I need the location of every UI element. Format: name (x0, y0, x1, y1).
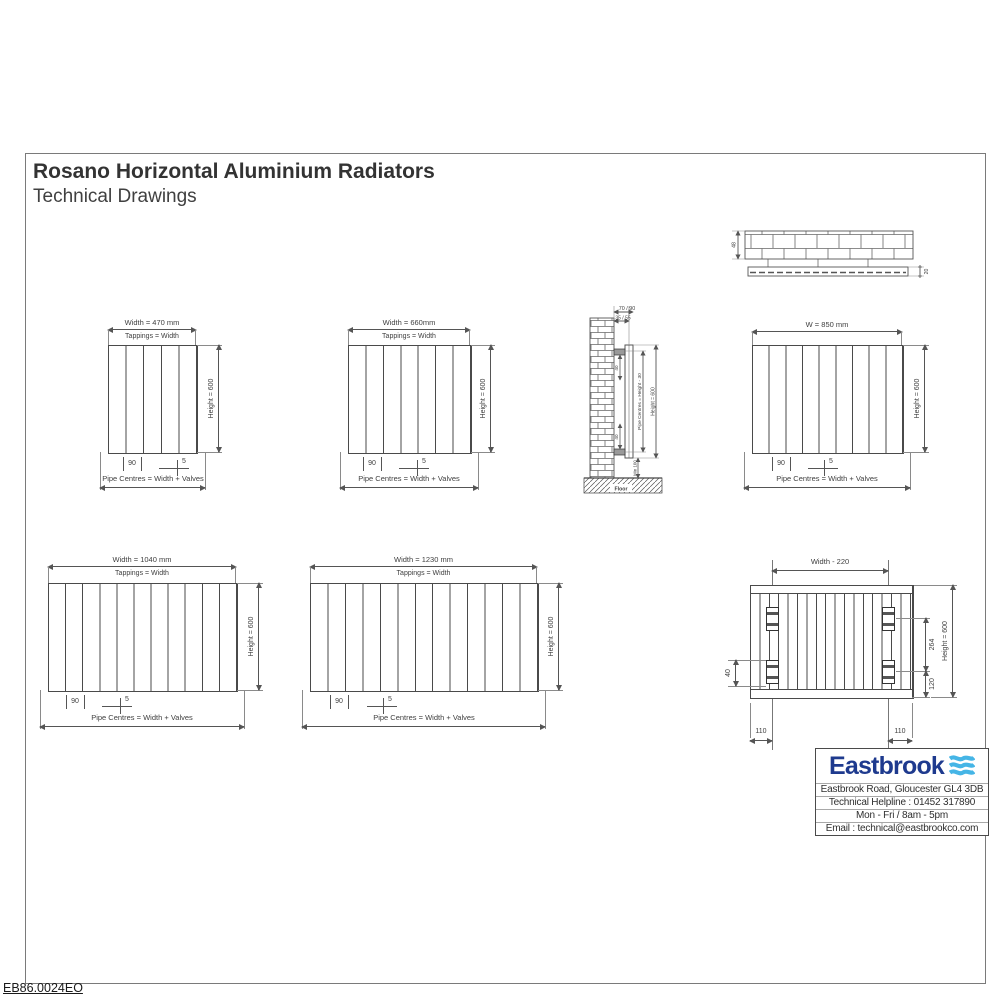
radiator-plan (748, 267, 908, 276)
eastbrook-info-box (815, 748, 989, 836)
tick (84, 695, 85, 709)
pipe-centres-label: Pipe Centres = Width + Valves (776, 474, 878, 483)
front-view-1040 (28, 555, 278, 745)
tappings-label: Tappings = Width (125, 333, 179, 340)
pipe-centres-dim-line (100, 487, 205, 488)
bracket-dim-upper-label: 40 (614, 365, 619, 371)
pipe-centres-label: Pipe Centres = Width + Valves (358, 474, 460, 483)
pipe-offset-90-label: 90 (128, 460, 136, 467)
pipe-centres-dim-line (40, 726, 244, 727)
bottom-rail-line (750, 689, 912, 690)
hours-line: Mon - Fri / 8am - 5pm (816, 809, 988, 822)
pipe-centres-dim-line (302, 726, 545, 727)
bracket (766, 660, 779, 684)
gap-5-label: 5 (829, 458, 833, 465)
page-title: Rosano Horizontal Aluminium Radiators (33, 160, 435, 183)
height-dim-label: Height = 600 (942, 621, 949, 661)
pipe-offset-90-label: 90 (368, 460, 376, 467)
rear-view-brackets (720, 548, 980, 753)
pipe-centres-label: Pipe Centres = Height - 30 (638, 373, 643, 430)
brand-name: Eastbrook (828, 751, 945, 780)
height-dim-label: Height = 600 (208, 378, 215, 419)
height-dim-line (924, 345, 925, 452)
height-dim-line (218, 345, 219, 452)
radiator-body (310, 583, 539, 692)
floor-label: Floor (614, 486, 628, 493)
radiator-body (108, 345, 198, 454)
bracket-offset-dim-line (735, 660, 736, 686)
wall-plan (745, 231, 913, 259)
dim-line (399, 468, 429, 469)
dim-line (159, 468, 189, 469)
height-dim-label: Height = 600 (480, 378, 487, 419)
height-dim-line (258, 583, 259, 690)
gap-5-label: 5 (182, 458, 186, 465)
tappings-label: Tappings = Width (115, 570, 169, 577)
width-label: Width = 1230 mm (394, 555, 453, 564)
width-dim-line (752, 331, 902, 332)
height-dim-label: Height = 600 (650, 387, 657, 416)
bracket-width-label: Width - 220 (810, 557, 850, 566)
tappings-label: Tappings = Width (382, 333, 436, 340)
pipe-centres-label: Pipe Centres = Width + Valves (102, 474, 204, 483)
top-view-drawing (712, 220, 952, 292)
tick (383, 698, 384, 714)
radiator-body (752, 345, 904, 454)
tick (381, 457, 382, 471)
pipe-offset-90-label: 90 (777, 460, 785, 467)
wall-depth-dim-label: 48 (731, 242, 738, 248)
gap-5-label: 5 (125, 696, 129, 703)
inset-right-dim-line (888, 740, 912, 741)
radiator-body (48, 583, 238, 692)
width-label: W = 850 mm (805, 320, 849, 329)
bracket-offset-label: 35 / 55 (615, 315, 631, 322)
inset-right-label: 110 (894, 728, 906, 735)
width-dim-line (348, 329, 470, 330)
width-label: Width = 470 mm (124, 318, 180, 327)
bracket-spacing-dim-line (925, 618, 926, 671)
height-dim-label: Height = 600 (248, 616, 255, 657)
panel-depth-dim-label: 20 (924, 268, 930, 275)
bracket-spacing-label: 264 (929, 638, 936, 651)
tick (141, 457, 142, 471)
bracket-width-dim-line (772, 570, 888, 571)
inset-left-label: 110 (755, 728, 767, 735)
gap-5-label: 5 (388, 696, 392, 703)
bottom-offset-label: 120 (929, 678, 936, 690)
width-dim-line (310, 566, 537, 567)
bracket-offset-label: 40 (725, 669, 732, 677)
dim-line (367, 706, 397, 707)
ext-line (901, 331, 902, 345)
email-line: Email : technical@eastbrookco.com (816, 822, 988, 835)
bracket-connector-lines (768, 259, 868, 267)
width-label: Width = 660mm (382, 318, 436, 327)
side-view-drawing (580, 302, 685, 502)
tick (348, 695, 349, 709)
wave-icon (949, 755, 975, 777)
min-floor-label: Min 100 (632, 460, 638, 476)
front-view-470 (95, 318, 240, 503)
width-dim-line (48, 566, 236, 567)
height-dim-label: Height = 600 (914, 378, 921, 419)
tick (790, 457, 791, 471)
pipe-centres-label: Pipe Centres = Width + Valves (373, 713, 475, 722)
radiator-body (348, 345, 472, 454)
height-dim-line (490, 345, 491, 452)
page-subtitle: Technical Drawings (33, 186, 197, 207)
pipe-centres-dim-line (744, 487, 910, 488)
height-dim-line (952, 585, 953, 697)
bottom-offset-dim-line (925, 671, 926, 697)
dim-line (102, 706, 132, 707)
width-dim-line (108, 329, 196, 330)
front-view-1230 (295, 555, 580, 745)
inset-left-dim-line (750, 740, 772, 741)
bracket (614, 349, 625, 355)
pipe-offset-90-label: 90 (71, 698, 79, 705)
dim-line (808, 468, 838, 469)
bracket-dim-lower-label: 40 (614, 434, 619, 440)
front-view-660 (335, 318, 515, 503)
address-line: Eastbrook Road, Gloucester GL4 3DB (816, 783, 988, 796)
helpline-line: Technical Helpline : 01452 317890 (816, 796, 988, 809)
wall-offset-label: 70 / 90 (618, 306, 636, 312)
tappings-label: Tappings = Width (396, 570, 451, 577)
width-label: Width = 1040 mm (112, 555, 172, 564)
tick (120, 698, 121, 714)
bracket (882, 660, 895, 684)
ext-line (752, 331, 753, 345)
doc-code: EB86.0024EO (3, 981, 83, 995)
pipe-centres-label: Pipe Centres = Width + Valves (91, 713, 193, 722)
ext-line (912, 703, 913, 738)
bracket (766, 607, 779, 631)
height-dim-label: Height = 600 (548, 616, 555, 657)
ext-line (908, 267, 924, 276)
wall-section (590, 318, 614, 478)
gap-5-label: 5 (422, 458, 426, 465)
pipe-offset-90-label: 90 (335, 698, 343, 705)
front-view-850 (740, 318, 955, 503)
bracket (882, 607, 895, 631)
eastbrook-logo (816, 749, 988, 783)
pipe-centres-dim-line (340, 487, 478, 488)
bracket (614, 449, 625, 455)
height-dim-line (558, 583, 559, 690)
